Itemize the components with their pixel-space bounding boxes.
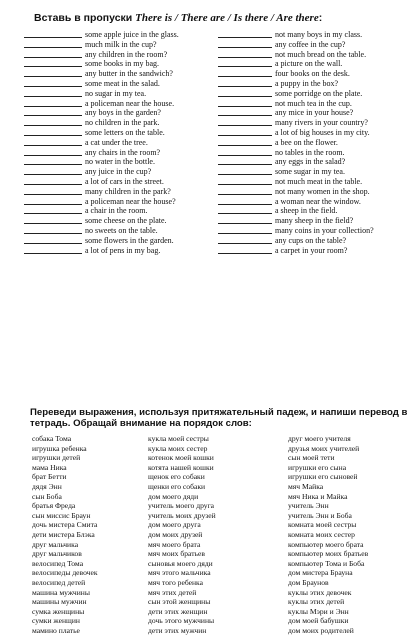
phrase-item: игрушки детей: [32, 453, 81, 463]
answer-blank[interactable]: [218, 246, 272, 254]
sentence-text: some flowers in the garden.: [85, 235, 174, 245]
sentence-text: a chair in the room.: [85, 206, 148, 216]
sentence-text: some cheese on the plate.: [85, 216, 167, 226]
phrase-item: дом мистера Брауна: [288, 568, 353, 578]
sentence-line: [24, 79, 214, 89]
sentence-line: [218, 89, 413, 99]
sentence-text: no sugar in my tea.: [85, 88, 147, 98]
answer-blank[interactable]: [24, 89, 82, 97]
sentence-text: no water in the bottle.: [85, 157, 155, 167]
phrase-item: игрушки его сыновей: [288, 472, 358, 482]
phrase-item: сын Боба: [32, 491, 62, 501]
sentence-text: any mice in your house?: [275, 108, 354, 118]
answer-blank[interactable]: [218, 187, 272, 195]
sentence-line: [24, 246, 214, 256]
sentence-line: [218, 246, 413, 256]
sentence-line: [218, 216, 413, 226]
sentence-line: [218, 99, 413, 109]
sentence-text: a carpet in your room?: [275, 245, 348, 255]
sentence-line: [24, 128, 214, 138]
answer-blank[interactable]: [218, 40, 272, 48]
sentence-text: no children in the park.: [85, 118, 160, 128]
sentence-line: [24, 187, 214, 197]
sentence-text: a lot of cars in the street.: [85, 176, 164, 186]
sentence-line: [218, 167, 413, 177]
sentence-text: no sweets on the table.: [85, 225, 158, 235]
answer-blank[interactable]: [24, 216, 82, 224]
sentence-text: some porridge on the plate.: [275, 88, 363, 98]
phrase-item: учитель моих друзей: [148, 510, 216, 520]
phrase-item: учитель моего друга: [148, 501, 215, 511]
answer-blank[interactable]: [24, 118, 82, 126]
answer-blank[interactable]: [218, 177, 272, 185]
answer-blank[interactable]: [218, 157, 272, 165]
sentence-line: [24, 89, 214, 99]
sentence-text: no tables in the room.: [275, 147, 345, 157]
sentence-line: [24, 157, 214, 167]
sentence-line: [218, 40, 413, 50]
answer-blank[interactable]: [24, 79, 82, 87]
phrase-item: мяч этих детей: [148, 587, 197, 597]
phrase-item: комната моей сестры: [288, 520, 357, 530]
sentence-line: [24, 148, 214, 158]
sentence-text: a lot of pens in my bag.: [85, 245, 161, 255]
answer-blank[interactable]: [24, 40, 82, 48]
answer-blank[interactable]: [218, 89, 272, 97]
phrase-item: учитель Энн: [288, 501, 329, 511]
phrase-item: мяч того ребенка: [148, 577, 203, 587]
phrase-item: машины мужчин: [32, 597, 87, 607]
answer-blank[interactable]: [24, 69, 82, 77]
sentence-text: many children in the park?: [85, 186, 171, 196]
phrase-item: сын этой женщины: [148, 597, 211, 607]
sentence-text: not many women in the shop.: [275, 186, 370, 196]
answer-blank[interactable]: [24, 167, 82, 175]
phrase-item: учитель Энн и Боба: [288, 510, 352, 520]
phrase-item: дети этих женщин: [148, 606, 208, 616]
phrase-item: куклы этих девочек: [288, 587, 352, 597]
answer-blank[interactable]: [218, 118, 272, 126]
sentence-text: some books in my bag.: [85, 59, 159, 69]
exercise1-left-column: [24, 30, 214, 255]
phrase-item: дочь этого мужчины: [148, 616, 215, 626]
sentence-line: [218, 30, 413, 40]
answer-blank[interactable]: [24, 50, 82, 58]
phrase-item: братья Фреда: [32, 501, 76, 511]
sentence-text: a policeman near the house.: [85, 98, 175, 108]
answer-blank[interactable]: [218, 50, 272, 58]
phrase-item: компьютер Тома и Боба: [288, 558, 365, 568]
sentence-text: a cat under the tree.: [85, 137, 148, 147]
sentence-text: any chairs in the room?: [85, 147, 161, 157]
sentence-line: [218, 59, 413, 69]
phrase-item: сын миссис Браун: [32, 510, 91, 520]
sentence-line: [218, 177, 413, 187]
exercise2-column-1: [32, 434, 98, 635]
sentence-text: a woman near the window.: [275, 196, 361, 206]
sentence-text: a picture on the wall.: [275, 59, 343, 69]
answer-blank[interactable]: [218, 79, 272, 87]
answer-blank[interactable]: [24, 99, 82, 107]
phrase-item: машина мужчины: [32, 587, 90, 597]
phrase-item: брат Бетти: [32, 472, 67, 482]
phrase-item: собака Тома: [32, 434, 72, 443]
sentence-text: some letters on the table.: [85, 127, 165, 137]
sentence-line: [218, 157, 413, 167]
answer-blank[interactable]: [24, 226, 82, 234]
phrase-item: комната моих сестер: [288, 529, 355, 539]
answer-blank[interactable]: [24, 138, 82, 146]
phrase-item: сын моей тети: [288, 453, 335, 463]
answer-blank[interactable]: [218, 128, 272, 136]
phrase-item: щенок его собаки: [148, 472, 205, 482]
sentence-line: [24, 216, 214, 226]
phrase-item: мяч моего брата: [148, 539, 201, 549]
sentence-line: [24, 118, 214, 128]
sentence-text: a bee on the flower.: [275, 137, 338, 147]
sentence-line: [218, 118, 413, 128]
sentence-line: [218, 197, 413, 207]
sentence-text: any butter in the sandwich?: [85, 69, 173, 79]
exercise1-title-terms: There is / There are / Is there / Are there: [135, 12, 319, 24]
sentence-line: [24, 226, 214, 236]
sentence-text: a sheep in the field.: [275, 206, 338, 216]
phrase-item: мамино платье: [32, 625, 80, 635]
phrase-item: игрушки его сына: [288, 462, 347, 472]
sentence-text: some apple juice in the glass.: [85, 30, 179, 39]
sentence-text: any boys in the garden?: [85, 108, 161, 118]
phrase-item: друзья моих учителей: [288, 443, 360, 453]
sentence-line: [24, 108, 214, 118]
sentence-text: a lot of big houses in my city.: [275, 127, 370, 137]
sentence-line: [24, 197, 214, 207]
sentence-line: [24, 167, 214, 177]
phrase-item: котенок моей кошки: [148, 453, 214, 463]
answer-blank[interactable]: [24, 177, 82, 185]
exercise1-title-suffix: :: [318, 12, 323, 24]
sentence-text: many rivers in your country?: [275, 118, 368, 128]
answer-blank[interactable]: [24, 148, 82, 156]
answer-blank[interactable]: [218, 30, 272, 38]
sentence-line: [24, 177, 214, 187]
sentence-text: a policeman near the house?: [85, 196, 176, 206]
sentence-text: not much bread on the table.: [275, 49, 367, 59]
sentence-text: a puppy in the box?: [275, 78, 339, 88]
answer-blank[interactable]: [24, 206, 82, 214]
sentence-line: [24, 99, 214, 109]
answer-blank[interactable]: [218, 197, 272, 205]
sentence-text: some sugar in my tea.: [275, 167, 345, 177]
answer-blank[interactable]: [24, 157, 82, 165]
phrase-item: кукла моих сестер: [148, 443, 208, 453]
phrase-item: друг моего учителя: [288, 434, 351, 443]
answer-blank[interactable]: [218, 108, 272, 116]
phrase-item: мама Ника: [32, 462, 67, 472]
exercise1-title: [34, 12, 409, 24]
phrase-item: мяч Ника и Майка: [288, 491, 348, 501]
sentence-text: any eggs in the salad?: [275, 157, 346, 167]
sentence-text: any juice in the cup?: [85, 167, 152, 177]
sentence-text: any cups on the table?: [275, 235, 347, 245]
exercise1-title-prefix: Вставь в пропуски: [34, 12, 136, 24]
answer-blank[interactable]: [24, 30, 82, 38]
phrase-item: игрушка ребенка: [32, 443, 87, 453]
exercise2-column-3: [288, 434, 368, 635]
sentence-line: [218, 108, 413, 118]
phrase-item: мяч Майка: [288, 481, 324, 491]
sentence-line: [218, 79, 413, 89]
sentence-line: [218, 50, 413, 60]
phrase-item: сыновья моего дяди: [148, 558, 213, 568]
sentence-line: [218, 187, 413, 197]
sentence-text: not many boys in my class.: [275, 30, 363, 39]
phrase-item: велосипед детей: [32, 577, 86, 587]
phrase-item: дядя Энн: [32, 481, 62, 491]
phrase-item: мяч моих братьев: [148, 549, 205, 559]
sentence-text: four books on the desk.: [275, 69, 350, 79]
sentence-line: [218, 236, 413, 246]
answer-blank[interactable]: [24, 246, 82, 254]
answer-blank[interactable]: [218, 226, 272, 234]
phrase-item: дом моих родителей: [288, 625, 354, 635]
phrase-item: дети мистера Блэка: [32, 529, 95, 539]
sentence-line: [218, 148, 413, 158]
sentence-line: [24, 236, 214, 246]
answer-blank[interactable]: [218, 99, 272, 107]
answer-blank[interactable]: [218, 216, 272, 224]
sentence-line: [218, 69, 413, 79]
answer-blank[interactable]: [218, 148, 272, 156]
sentence-line: [218, 138, 413, 148]
sentence-line: [218, 226, 413, 236]
sentence-text: some meat in the salad.: [85, 78, 160, 88]
phrase-item: куклы Мэри и Энн: [288, 606, 349, 616]
answer-blank[interactable]: [24, 128, 82, 136]
phrase-item: мяч этого мальчика: [148, 568, 211, 578]
phrase-item: друг мальчика: [32, 539, 79, 549]
phrase-item: сумка женщины: [32, 606, 85, 616]
answer-blank[interactable]: [24, 59, 82, 67]
exercise2-column-2: [148, 434, 216, 635]
sentence-line: [24, 138, 214, 148]
phrase-item: друг мальчиков: [32, 549, 82, 559]
phrase-item: куклы этих детей: [288, 597, 345, 607]
sentence-line: [24, 69, 214, 79]
answer-blank[interactable]: [218, 167, 272, 175]
sentence-text: many coins in your collection?: [275, 225, 374, 235]
phrase-item: дети этих мужчин: [148, 625, 207, 635]
sentence-line: [218, 206, 413, 216]
sentence-text: any children in the room?: [85, 49, 168, 59]
phrase-item: дом Браунов: [288, 577, 329, 587]
sentence-text: much milk in the cup?: [85, 39, 157, 49]
sentence-text: any coffee in the cup?: [275, 39, 346, 49]
sentence-text: not much tea in the cup.: [275, 98, 352, 108]
sentence-text: not much meat in the table.: [275, 176, 363, 186]
phrase-item: велосипед Тома: [32, 558, 84, 568]
phrase-item: дом моего дяди: [148, 491, 199, 501]
phrase-item: дочь мистера Смита: [32, 520, 98, 530]
answer-blank[interactable]: [24, 187, 82, 195]
phrase-item: дом моей бабушки: [288, 616, 349, 626]
answer-blank[interactable]: [218, 138, 272, 146]
phrase-item: котята нашей кошки: [148, 462, 214, 472]
sentence-line: [24, 59, 214, 69]
answer-blank[interactable]: [218, 236, 272, 244]
exercise1-right-column: [218, 30, 413, 255]
phrase-item: сумки женщин: [32, 616, 80, 626]
answer-blank[interactable]: [218, 206, 272, 214]
sentence-text: many sheep in the field?: [275, 216, 354, 226]
answer-blank[interactable]: [218, 69, 272, 77]
phrase-item: дом моего друга: [148, 520, 201, 530]
phrase-item: дом моих друзей: [148, 529, 203, 539]
sentence-line: [24, 50, 214, 60]
answer-blank[interactable]: [24, 197, 82, 205]
answer-blank[interactable]: [24, 108, 82, 116]
answer-blank[interactable]: [218, 59, 272, 67]
phrase-item: компьютер моих братьев: [288, 549, 369, 559]
sentence-line: [24, 30, 214, 40]
phrase-item: велосипеды девочек: [32, 568, 98, 578]
sentence-line: [24, 206, 214, 216]
sentence-line: [218, 128, 413, 138]
phrase-item: кукла моей сестры: [148, 434, 209, 443]
sentence-line: [24, 40, 214, 50]
phrase-item: компьютер моего брата: [288, 539, 364, 549]
phrase-item: щенки его собаки: [148, 481, 206, 491]
exercise2-title: Переведи выражения, используя притяжательный падеж, и напиши перевод в тетрадь. Обращай внимание на порядок слов:: [30, 407, 408, 429]
answer-blank[interactable]: [24, 236, 82, 244]
